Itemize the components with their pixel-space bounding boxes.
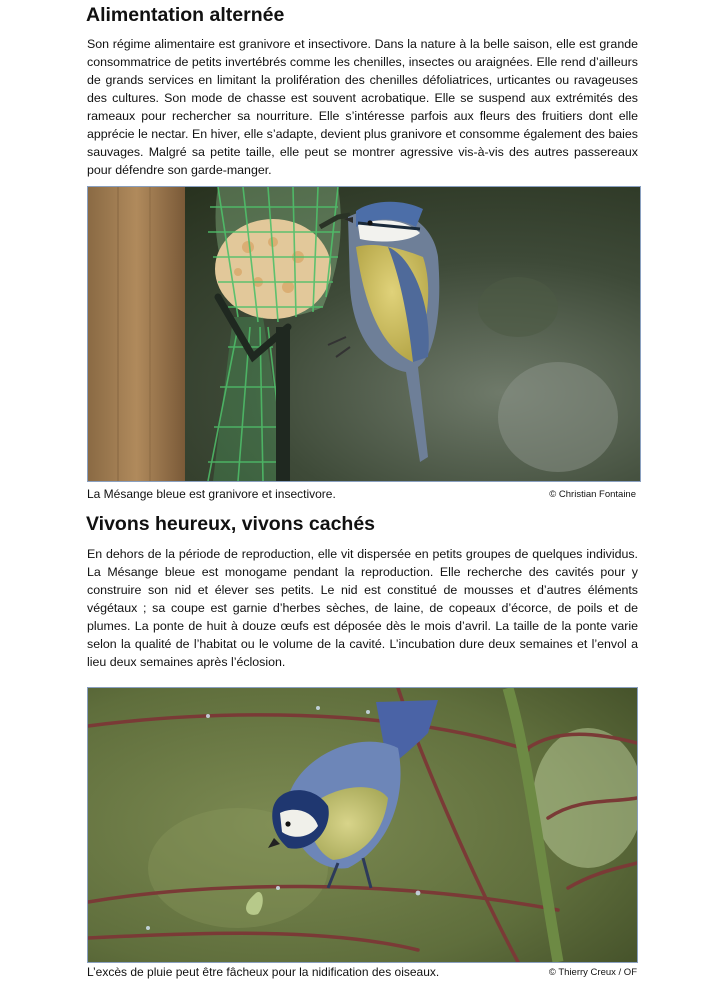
- section-paragraph-alimentation: Son régime alimentaire est granivore et insectivore. Dans la nature à la belle saison, elle est grande consommatrice de petits invertébrés comme les chenilles, insectes ou araignées. Elle rend d’ailleurs de grands services en limitant la prolifération des chenilles défoliatrices, urticantes ou ravageuses des cultures. Son mode de chasse est souvent acrobatique. Elle se suspend aux extrémités des rameaux pour rechercher sa nourriture. Elle s’intéresse parfois aux fleurs des fruitiers dont elle apprécie le nectar. En hiver, elle s’adapte, devient plus granivore et consomme également des baies sauvages. Malgré sa petite taille, elle peut se montrer agressive vis-à-vis des autres passereaux pour défendre son garde-manger.: [87, 37, 638, 177]
- photo-blue-tit-branch-illustration: [88, 688, 637, 962]
- section-heading-vivons: Vivons heureux, vivons cachés: [86, 513, 376, 535]
- section-paragraph-vivons: En dehors de la période de reproduction, elle vit dispersée en petits groupes de quelques individus. La Mésange bleue est monogame pendant la reproduction. Elle recherche des cavités pour y construire son nid et élever ses petits. Le nid est constitué de mousses et d’autres éléments végétaux ; sa coupe est garnie d’herbes sèches, de laine, de copeaux d’écorce, de poils et de plumes. La ponte de huit à douze œufs est déposée dès le mois d’avril. La taille de la ponte varie selon la qualité de l’habitat ou le volume de la cavité. L’incubation dure deux semaines et l’envol a lieu deux semaines après l’éclosion.: [87, 547, 638, 669]
- photo-credit-vivons: © Thierry Creux / OF: [548, 967, 637, 978]
- photo-caption-vivons: L’excès de pluie peut être fâcheux pour la nidification des oiseaux.: [87, 965, 440, 979]
- photo-blue-tit-feeder-illustration: [88, 187, 640, 481]
- photo-blue-tit-branch: [87, 687, 638, 963]
- photo-caption-alimentation: La Mésange bleue est granivore et insectivore.: [87, 487, 336, 501]
- photo-blue-tit-feeder: [87, 186, 641, 482]
- section-heading-alimentation: Alimentation alternée: [86, 4, 285, 26]
- photo-credit-alimentation: © Christian Fontaine: [549, 489, 636, 500]
